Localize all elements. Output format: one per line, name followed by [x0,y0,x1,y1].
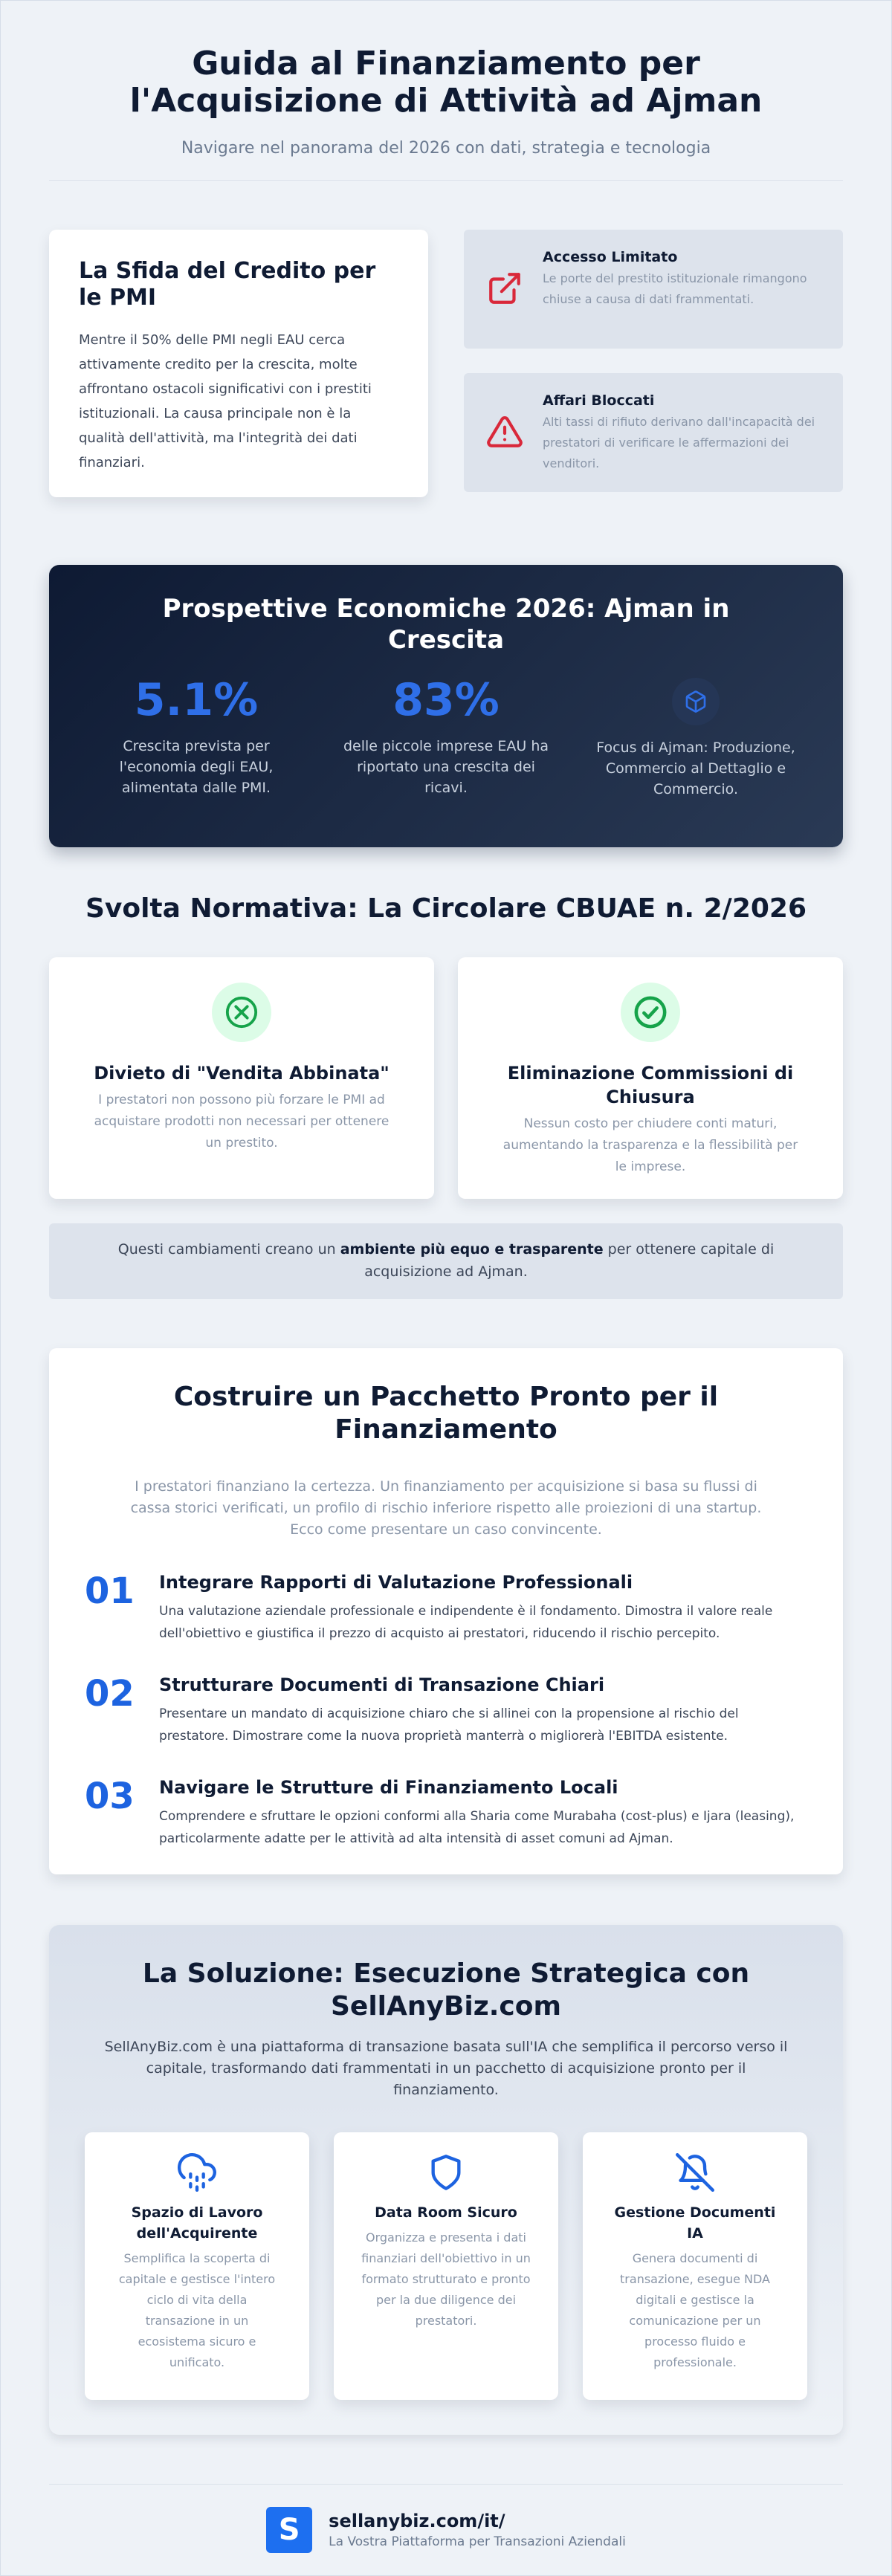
solution-title: La Soluzione: Esecuzione Strategica con SellAnyBiz.com [142,1958,750,2022]
steps-list [85,1572,807,1850]
stat-value: 5.1% [134,674,259,726]
page-footer [49,2507,843,2553]
header-divider [49,180,843,181]
limited-access-body: Le porte del prestito istituzionale rimangono chiuse a causa di dati frammentati. [543,271,807,306]
financing-package-title: Costruire un Pacchetto Pronto per il Finanziamento [173,1382,719,1445]
banner-text-post: per ottenere capitale di acquisizione ad Ajman. [364,1241,775,1280]
solution-section [49,1925,843,2435]
step-number: 02 [85,1673,135,1715]
economic-outlook-section [49,565,843,847]
limited-access-title: Accesso Limitato [543,249,678,265]
blocked-deals-card [464,373,843,492]
closing-fees-title: Eliminazione Commissioni di Chiusura [507,1063,794,1107]
step-body: Comprendere e sfruttare le opzioni conformi alla Sharia come Murabaha (cost-plus) e Ijara (leasing), particolarmente adatte per le attività ad alta intensità di asset comuni ad Ajman. [159,1809,795,1846]
secure-data-room-title: Data Room Sicuro [375,2204,517,2221]
buyer-workspace-body: Semplifica la scoperta di capitale e gestisce l'intero ciclo di vita della transazione in un ecosistema sicuro e unificato. [118,2251,276,2369]
solution-intro: SellAnyBiz.com è una piattaforma di transazione basata sull'IA che semplifica il percorso verso il capitale, trasformando dati frammentati in un pacchetto di acquisizione pronto per il finanziamento. [104,2039,788,2098]
step-number: 03 [85,1776,135,1817]
buyer-workspace-card [85,2132,309,2400]
tying-ban-card [49,957,434,1199]
stat-value: 83% [392,674,500,726]
step-item [85,1674,807,1747]
ai-document-title: Gestione Documenti IA [614,2204,776,2242]
stat-ajman-focus [584,673,807,800]
credit-challenge-title: La Sfida del Credito per le PMI [79,258,376,311]
buyer-workspace-title: Spazio di Lavoro dell'Acquirente [131,2204,263,2242]
normative-title: Svolta Normativa: La Circolare CBUAE n. 2/2026 [85,893,807,924]
sellanybiz-logo: S [266,2507,312,2553]
step-title: Strutturare Documenti di Transazione Chiari [159,1674,605,1695]
secure-data-room-card [334,2132,558,2400]
external-link-icon [486,270,523,307]
closing-fees-card [458,957,843,1199]
step-body: Una valutazione aziendale professionale e indipendente è il fondamento. Dimostra il valore reale dell'obiettivo e giustifica il prezzo di acquisto ai prestatori, riducendo il rischio percepito. [159,1604,773,1641]
check-circle-icon [621,983,680,1042]
credit-challenge-card [49,230,428,497]
bell-off-icon [676,2153,714,2192]
closing-fees-body: Nessun costo per chiudere conti maturi, aumentando la trasparenza e la flessibilità per le imprese. [502,1116,798,1174]
normative-banner [49,1223,843,1299]
blocked-deals-body: Alti tassi di rifiuto derivano dall'incapacità dei prestatori di verificare le affermazioni dei venditori. [543,415,815,470]
ai-document-card [583,2132,807,2400]
footer-divider [49,2484,843,2485]
footer-tagline: La Vostra Piattaforma per Transazioni Aziendali [329,2534,626,2549]
solution-cards [85,2132,807,2400]
step-body: Presentare un mandato di acquisizione chiaro che si allinei con la propensione al rischio del prestatore. Dimostrare come la nuova proprietà manterrà o migliorerà l'EBITDA esistente. [159,1706,739,1744]
economic-outlook-title: Prospettive Economiche 2026: Ajman in Crescita [162,594,730,655]
shield-icon [427,2153,465,2192]
banner-text-bold: ambiente più equo e trasparente [340,1241,604,1258]
normative-cards [49,957,843,1199]
page-title: Guida al Finanziamento per l'Acquisizione di Attività ad Ajman [129,45,763,120]
ai-document-body: Genera documenti di transazione, esegue NDA digitali e gestisce la comunicazione per un processo fluido e professionale. [620,2251,770,2369]
page-header [49,1,843,181]
banner-text-pre: Questi cambiamenti creano un [117,1241,340,1258]
stat-gdp-growth [85,673,308,800]
cube-icon [672,678,720,725]
challenge-side-cards [464,230,843,517]
financing-package-intro: I prestatori finanziano la certezza. Un finanziamento per acquisizione si basa su flussi di cassa storici verificati, un profilo di rischio inferiore rispetto alle proiezioni di una startup. Ecco come presentare un caso convincente. [130,1478,762,1538]
stat-label: Crescita prevista per l'economia degli EAU, alimentata dalle PMI. [119,738,274,796]
footer-url-link[interactable]: sellanybiz.com/it/ [329,2511,505,2531]
ban-icon [212,983,271,1042]
stat-label: Focus di Ajman: Produzione, Commercio al Dettaglio e Commercio. [596,740,795,797]
stat-label: delle piccole imprese EAU ha riportato una crescita dei ricavi. [343,738,549,796]
limited-access-card [464,230,843,349]
blocked-deals-title: Affari Bloccati [543,392,655,409]
economic-stats [49,673,843,800]
stat-revenue-growth [334,673,558,800]
warning-icon [486,413,523,450]
secure-data-room-body: Organizza e presenta i dati finanziari dell'obiettivo in un formato strutturato e pronto per la due diligence dei prestatori. [361,2230,531,2328]
step-item [85,1572,807,1645]
cloud-drizzle-icon [178,2153,216,2192]
credit-challenge-section [49,230,843,517]
tying-ban-title: Divieto di "Vendita Abbinata" [94,1063,390,1084]
financing-package-section [49,1348,843,1874]
tying-ban-body: I prestatori non possono più forzare le PMI ad acquistare prodotti non necessari per ottenere un prestito. [94,1093,390,1151]
credit-challenge-body: Mentre il 50% delle PMI negli EAU cerca attivamente credito per la crescita, molte affrontano ostacoli significativi con i prestiti istituzionali. La causa principale non è la qualità dell'attività, ma l'integrità dei dati finanziari. [79,332,372,470]
step-title: Integrare Rapporti di Valutazione Professionali [159,1572,633,1593]
step-number: 01 [85,1570,135,1612]
page-subtitle: Navigare nel panorama del 2026 con dati, strategia e tecnologia [181,139,711,158]
step-item [85,1777,807,1850]
step-title: Navigare le Strutture di Finanziamento Locali [159,1777,618,1798]
